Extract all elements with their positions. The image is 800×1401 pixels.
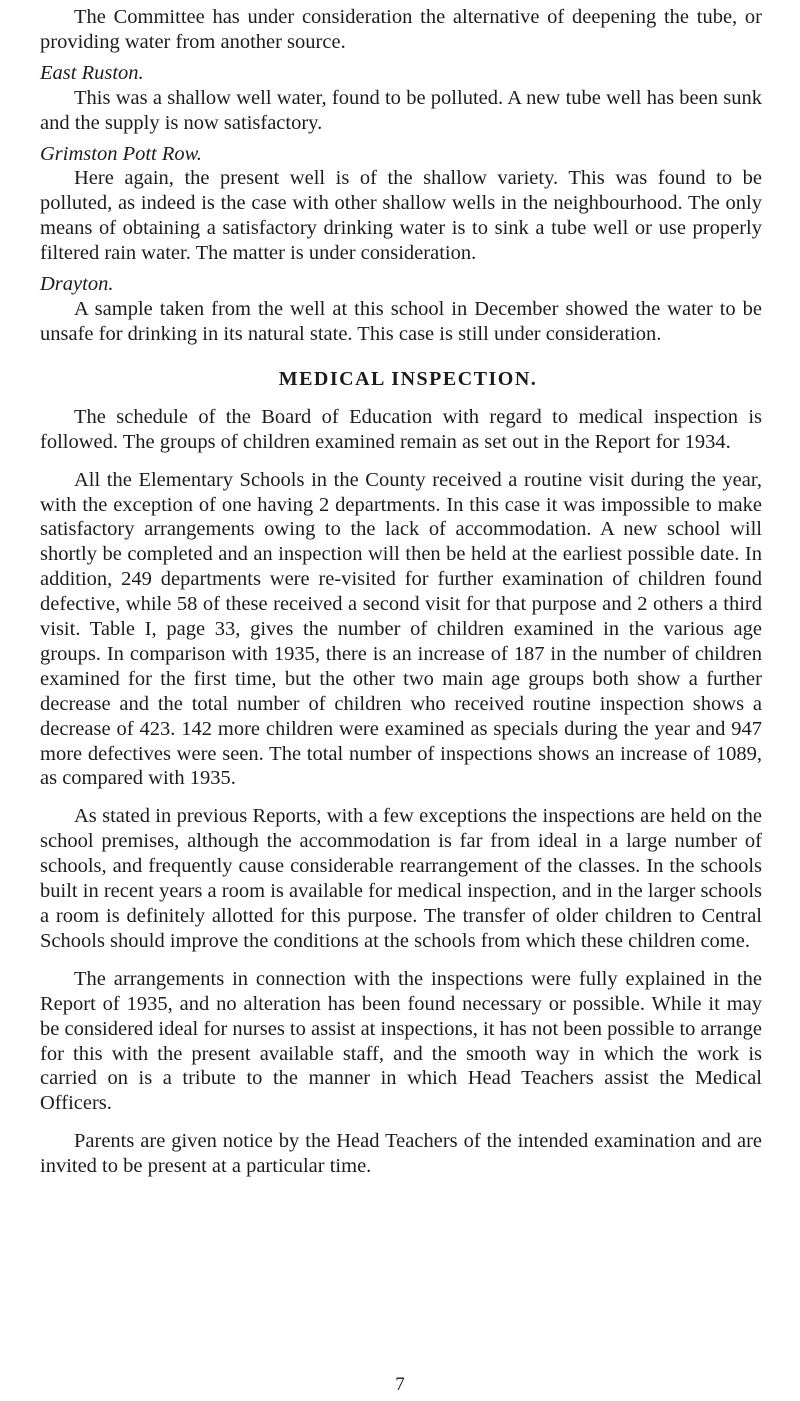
medical-inspection-heading: MEDICAL INSPECTION.	[278, 367, 538, 390]
document-page	[40, 0, 762, 1179]
section-heading-east-ruston: East Ruston.	[40, 61, 144, 84]
medical-inspection-paragraph-5: Parents are given notice by the Head Teachers of the intended examination and are invited to be present at a particular time.	[40, 1130, 762, 1178]
section-heading-grimston-pott-row: Grimston Pott Row.	[40, 142, 202, 165]
section-paragraph-drayton: A sample taken from the well at this school in December showed the water to be unsafe for drinking in its natural state. This case is still under consideration.	[40, 297, 762, 345]
section-heading-drayton: Drayton.	[40, 273, 114, 296]
medical-inspection-paragraph-3: As stated in previous Reports, with a few exceptions the inspections are held on the school premises, although the accommodation is far from ideal in a large number of schools, and frequently cause considerable rearrangement of the classes. In the schools built in recent years a room is available for medical inspection, and in the larger schools a room is definitely allotted for this purpose. The transfer of older children to Central Schools should improve the conditions at the schools from which these children come.	[40, 805, 762, 952]
intro-paragraph: The Committee has under consideration the alternative of deepening the tube, or providing water from another source.	[40, 6, 762, 53]
page-number: 7	[395, 1374, 405, 1395]
section-paragraph-grimston-pott-row: Here again, the present well is of the shallow variety. This was found to be polluted, as indeed is the case with other shallow wells in the neighbourhood. The only means of obtaining a satisfactory drinking water is to sink a tube well or use properly filtered rain water. The matter is under consideration.	[40, 167, 762, 265]
section-paragraph-east-ruston: This was a shallow well water, found to be polluted. A new tube well has been sunk and the supply is now satisfactory.	[40, 86, 762, 134]
medical-inspection-paragraph-2: All the Elementary Schools in the County received a routine visit during the year, with the exception of one having 2 departments. In this case it was impossible to make satisfactory arrangements owing to the lack of accommodation. A new school will shortly be completed and an inspection will then be held at the earliest possible date. In addition, 249 departments were re-visited for further examination of children found defective, while 58 of these received a second visit for that purpose and 2 others a third visit. Table I, page 33, gives the number of children examined in the various age groups. In comparison with 1935, there is an increase of 187 in the number of children examined for the first time, but the other two main age groups both show a further decrease and the total number of children who received routine inspection shows a decrease of 423. 142 more children were examined as specials during the year and 947 more defectives were seen. The total number of inspections shows an increase of 1089, as compared with 1935.	[40, 468, 762, 790]
medical-inspection-paragraph-4: The arrangements in connection with the inspections were fully explained in the Report of 1935, and no alteration has been found necessary or possible. While it may be considered ideal for nurses to assist at inspections, it has not been possible to arrange for this with the present available staff, and the smooth way in which the work is carried on is a tribute to the manner in which Head Teachers assist the Medical Officers.	[40, 967, 762, 1115]
medical-inspection-paragraph-1: The schedule of the Board of Education with regard to medical inspection is followed. The groups of children examined remain as set out in the Report for 1934.	[40, 405, 762, 453]
